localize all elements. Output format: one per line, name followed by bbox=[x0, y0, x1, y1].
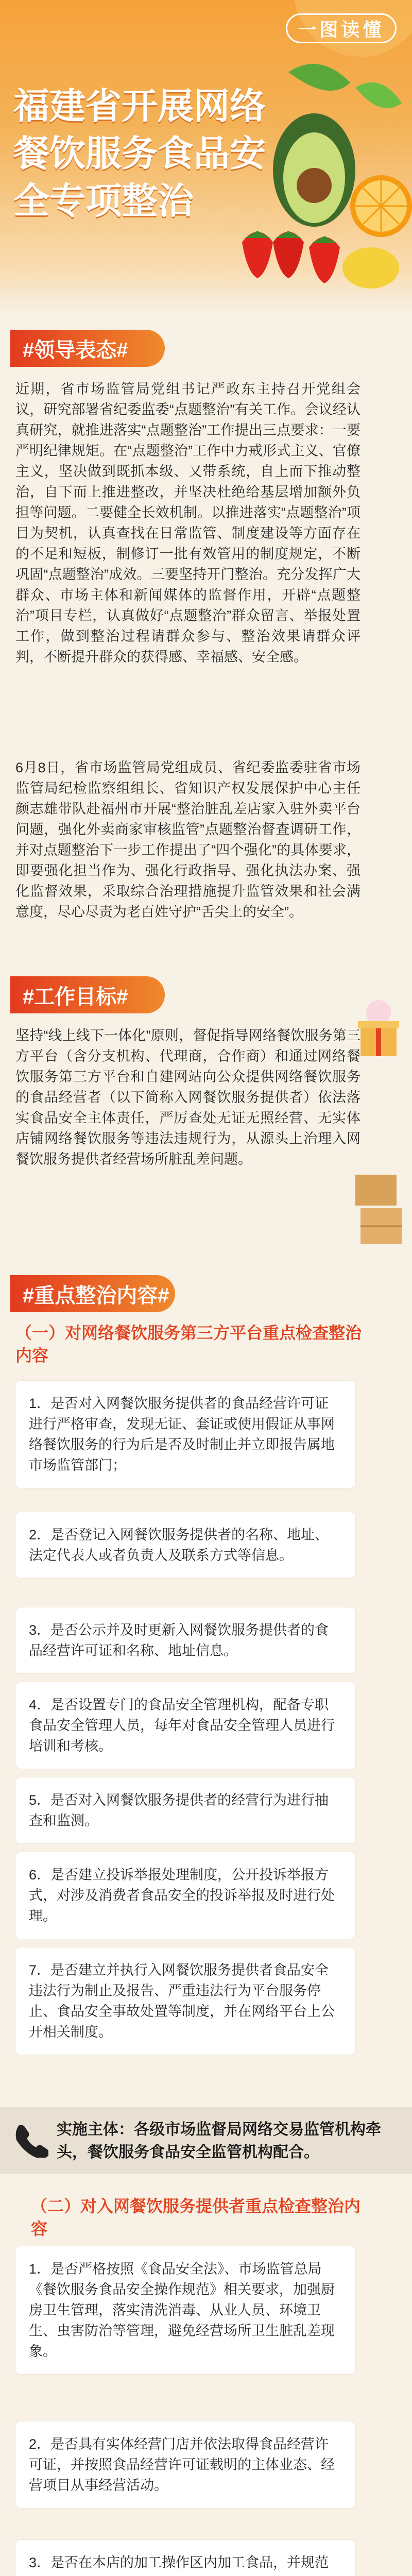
hero-badge: 一图读懂 bbox=[286, 13, 397, 43]
page-title: 福建省开展网络餐饮服务食品安全专项整治 bbox=[13, 86, 266, 221]
implementer-text-1: 实施主体：各级市场监督局网络交易监管机构牵头，餐饮服务食品安全监管机构配合。 bbox=[57, 2121, 381, 2161]
section-header-key bbox=[10, 1275, 175, 1312]
part1-item-1: 1．是否对入网餐饮服务提供者的食品经营许可证进行严格审查，发现无证、套证或使用假证从事网络餐饮服务的行为后是否及时制止并立即报告属地市场监管部门； bbox=[15, 1381, 355, 1488]
implementer-banner-1 bbox=[0, 2107, 412, 2174]
part2-item-3: 3．是否在本店的加工操作区内加工食品，并规范 bbox=[15, 2540, 355, 2576]
goal-paragraph: 坚持“线上线下一体化”原则，督促指导网络餐饮服务第三方平台（含分支机构、代理商，合作商）和通过网络餐饮服务第三方平台和自建网站向公众提供网络餐饮服务的食品经营者（以下简称入网餐饮服务提供者）依法落实食品安全主体责任，严厉查处无证无照经营、无实体店铺网络餐饮服务等违法违规行为，从源头上治理入网餐饮服务提供者经营场所脏乱差问题。 bbox=[15, 1028, 360, 1167]
leadership-paragraph-1: 近期，省市场监管局党组书记严政东主持召开党组会议，研究部署省纪委监委“点题整治”有关工作。会议经认真研究，就推进落实“点题整治”工作提出三点要求：一要严明纪律规矩。在“点题整治”工作中力戒形式主义、官僚主义，坚决做到既抓本级、又带系统，自上而下推动整治，自下而上推进整改，并坚决杜绝给基层增加额外负担等问题。二要健全长效机制。以推进落实“点题整治”项目为契机，认真查找在日常监管、制度建设等方面存在的不足和短板，制修订一批有效管用的制度规定，不断巩固“点题整治”成效。三要坚持开门整治。充分发挥广大群众、市场主体和新闻媒体的监督作用，开辟“点题整治”项目专栏，认真做好“点题整治”群众留言、举报处置工作，做到整治过程请群众参与、整治效果请群众评判，不断提升群众的获得感、幸福感、安全感。 bbox=[15, 381, 360, 665]
part2-title: （二）对入网餐饮服务提供者重点检查整治内容 bbox=[31, 2197, 361, 2238]
section-title: #重点整治内容# bbox=[23, 1284, 169, 1307]
section-header-leadership bbox=[10, 330, 165, 367]
leadership-paragraph-2: 6月8日，省市场监管局党组成员、省纪委监委驻省市场监管局纪检监察组组长、省知识产权发展保护中心主任颜志雄带队赴福州市开展“整治脏乱差店家入驻外卖平台问题，强化外卖商家审核监管”点题整治督查调研工作，并对点题整治下一步工作提出了“四个强化”的具体要求，即要强化担当作为、强化行政指导、强化执法办案、强化监督效果，采取综合治理措施提升监管效果和社会满意度，尽心尽责为老百姓守护“舌尖上的安全”。 bbox=[15, 760, 360, 920]
part2-item-1: 1．是否严格按照《食品安全法》、市场监管总局《餐饮服务食品安全操作规范》相关要求，加强厨房卫生管理，落实清洗消毒、从业人员、环境卫生、虫害防治等管理，避免经营场所卫生脏乱差现象。 bbox=[15, 2246, 355, 2374]
part1-title: （一）对网络餐饮服务第三方平台重点检查整治内容 bbox=[15, 1324, 362, 1365]
part1-item-6: 6．是否建立投诉举报处理制度，公开投诉举报方式，对涉及消费者食品安全的投诉举报及时进行处理。 bbox=[15, 1852, 355, 1939]
part1-item-4: 4．是否设置专门的食品安全管理机构，配备专职食品安全管理人员，每年对食品安全管理人员进行培训和考核。 bbox=[15, 1682, 355, 1769]
section-title: #工作目标# bbox=[23, 985, 128, 1008]
part1-item-7: 7．是否建立并执行入网餐饮服务提供者食品安全违法行为制止及报告、严重违法行为平台服务停止、食品安全事故处置等制度，并在网络平台上公开相关制度。 bbox=[15, 1947, 355, 2055]
section-header-goal bbox=[10, 976, 165, 1013]
hero-banner bbox=[0, 0, 412, 314]
part1-item-5: 5．是否对入网餐饮服务提供者的经营行为进行抽查和监测。 bbox=[15, 1777, 355, 1843]
part2-item-2: 2．是否具有实体经营门店并依法取得食品经营许可证，并按照食品经营许可证载明的主体业态、经营项目从事经营活动。 bbox=[15, 2421, 355, 2508]
part1-item-2: 2．是否登记入网餐饮服务提供者的名称、地址、法定代表人或者负责人及联系方式等信息。 bbox=[15, 1512, 355, 1578]
phone-icon bbox=[11, 2121, 48, 2158]
section-title: #领导表态# bbox=[23, 338, 128, 362]
package-box-icon bbox=[350, 1164, 407, 1252]
part1-item-3: 3．是否公示并及时更新入网餐饮服务提供者的食品经营许可证和名称、地址信息。 bbox=[15, 1607, 355, 1673]
